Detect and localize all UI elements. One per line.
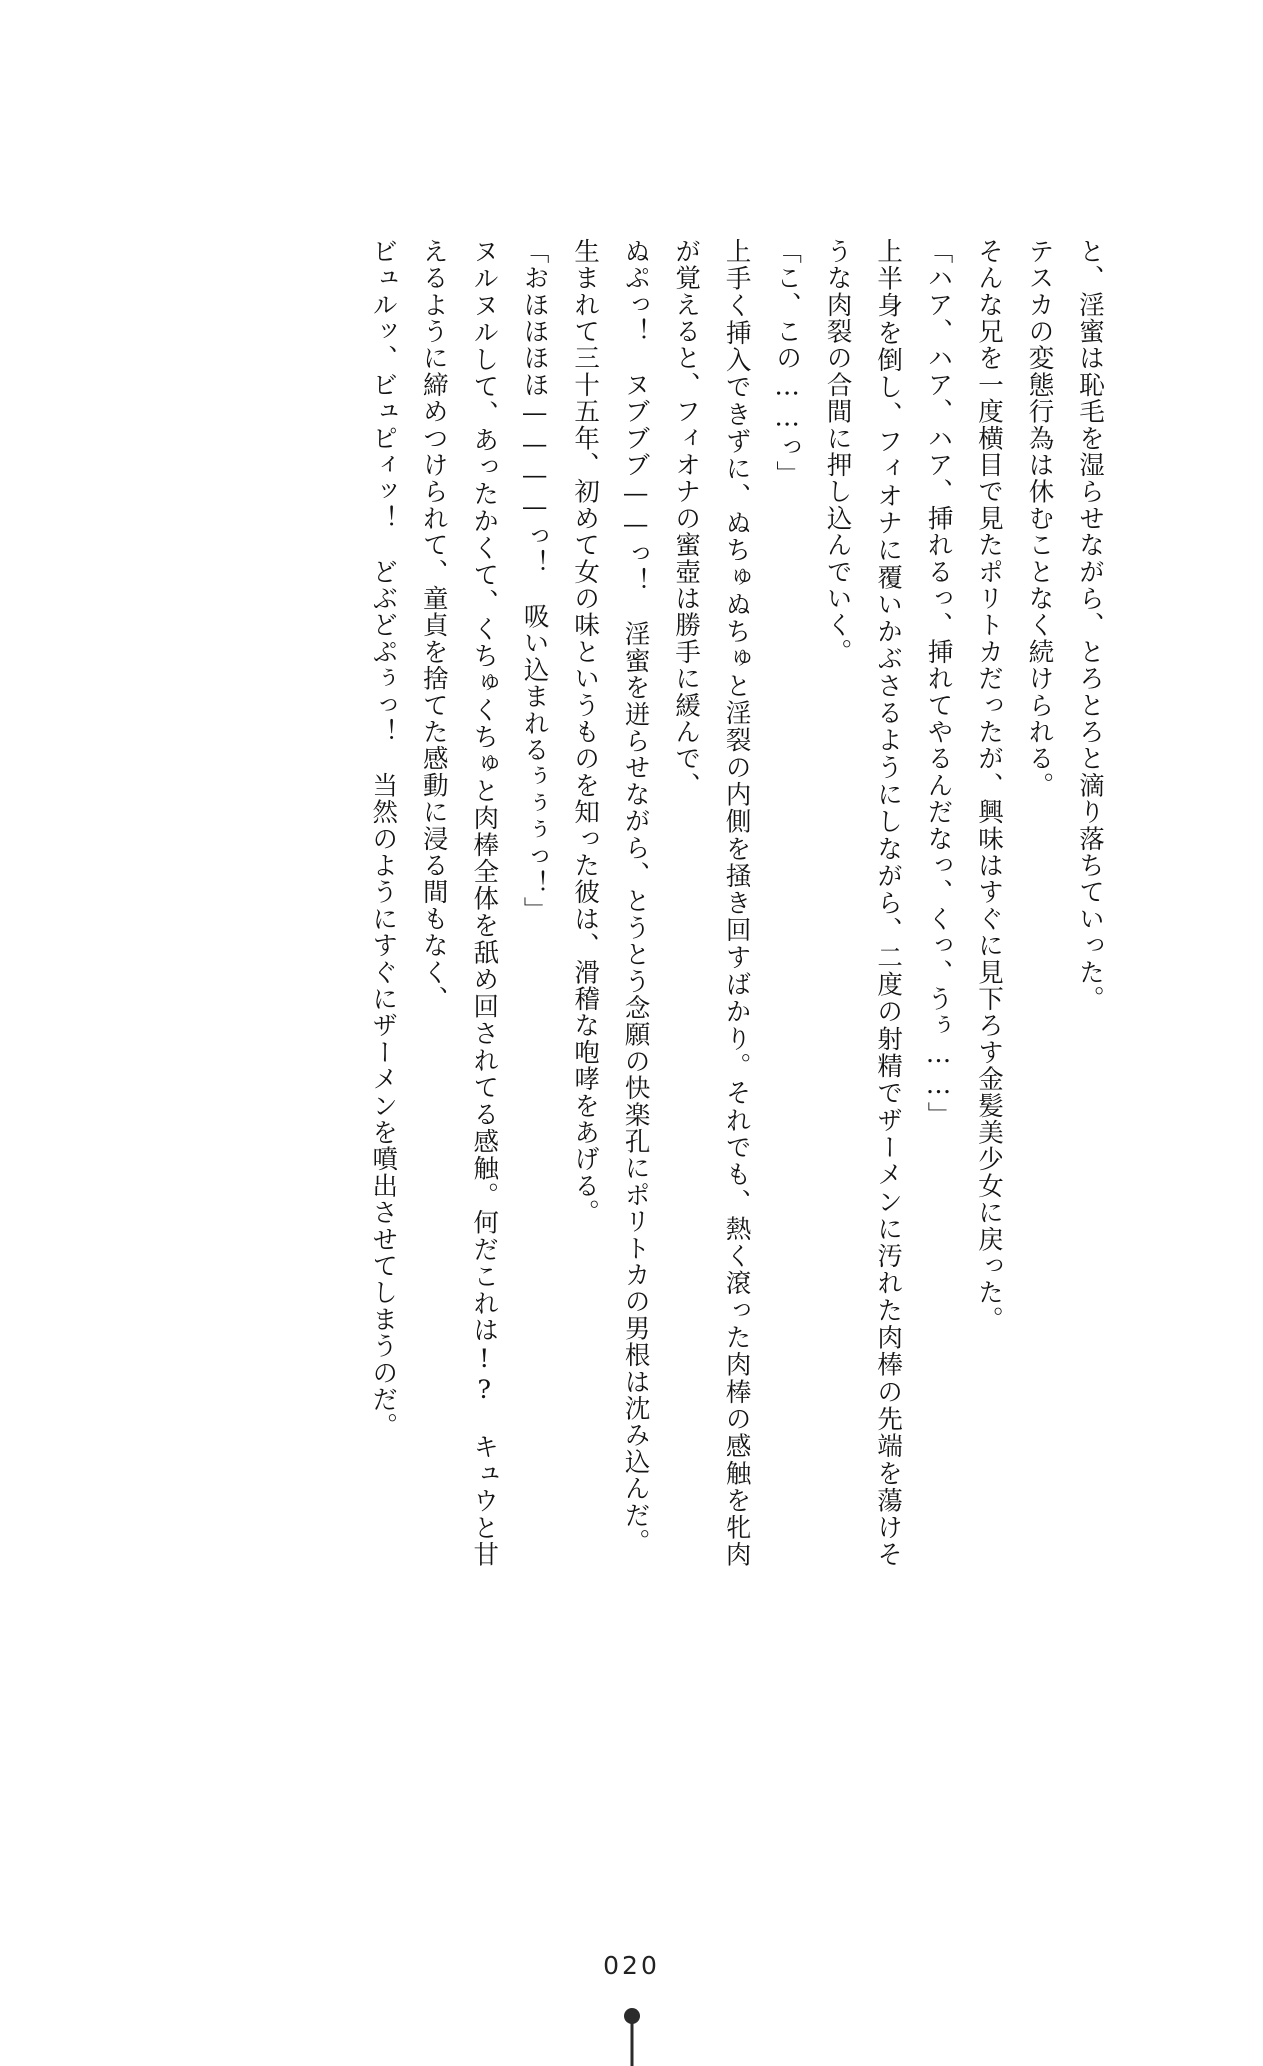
paragraph: 上手く挿入できずに、ぬちゅぬちゅと淫裂の内側を掻き回すばかり。それでも、熱く滾った肉棒の感触を牝肉が覚えると、フィオナの蜜壺は勝手に緩んで、 xyxy=(671,238,752,1568)
paragraph: と、淫蜜は恥毛を湿らせながら、とろとろと滴り落ちていった。 xyxy=(1075,238,1105,1013)
paragraph: 「ハア、ハア、ハア、挿れるっ、挿れてやるんだなっ、くっ、うぅ……」 xyxy=(923,238,954,1129)
paragraph: ぬぷっ！ ヌブブブ——っ！ 淫蜜を迸らせながら、とうとう念願の快楽孔にポリトカの男根は沈み込んだ。 xyxy=(620,238,651,1556)
footer-rule-ornament xyxy=(630,2014,633,2066)
page-number: 020 xyxy=(603,1951,660,1980)
paragraph: 上半身を倒し、フィオナに覆いかぶさるようにしながら、二度の射精でザーメンに汚れた肉棒の先端を蕩けそうな肉裂の合間に押し込んでいく。 xyxy=(822,238,904,1568)
body-text-block xyxy=(175,238,1115,1568)
paragraph: そんな兄を一度横目で見たポリトカだったが、興味はすぐに見下ろす金髪美少女に戻った。 xyxy=(974,238,1005,1333)
paragraph: ヌルヌルして、あったかくて、くちゅくちゅと肉棒全体を舐め回されてる感触。何だこれは!? キュウと甘えるように締めつけられて、童貞を捨てた感動に浸る間もなく、 xyxy=(418,238,500,1568)
paragraph: ビュルッ、ビュピィッ！ どぶどぷぅっ！ 当然のようにすぐにザーメンを噴出させてしまうのだ。 xyxy=(368,238,399,1440)
paragraph: 生まれて三十五年、初めて女の味というものを知った彼は、滑稽な咆哮をあげる。 xyxy=(570,238,601,1226)
paragraph: テスカの変態行為は休むことなく続けられる。 xyxy=(1024,238,1055,799)
paragraph: 「こ、この……っ」 xyxy=(772,238,803,488)
paragraph: 「おほほほほ————っ！ 吸い込まれるぅぅぅっ！」 xyxy=(519,238,550,924)
